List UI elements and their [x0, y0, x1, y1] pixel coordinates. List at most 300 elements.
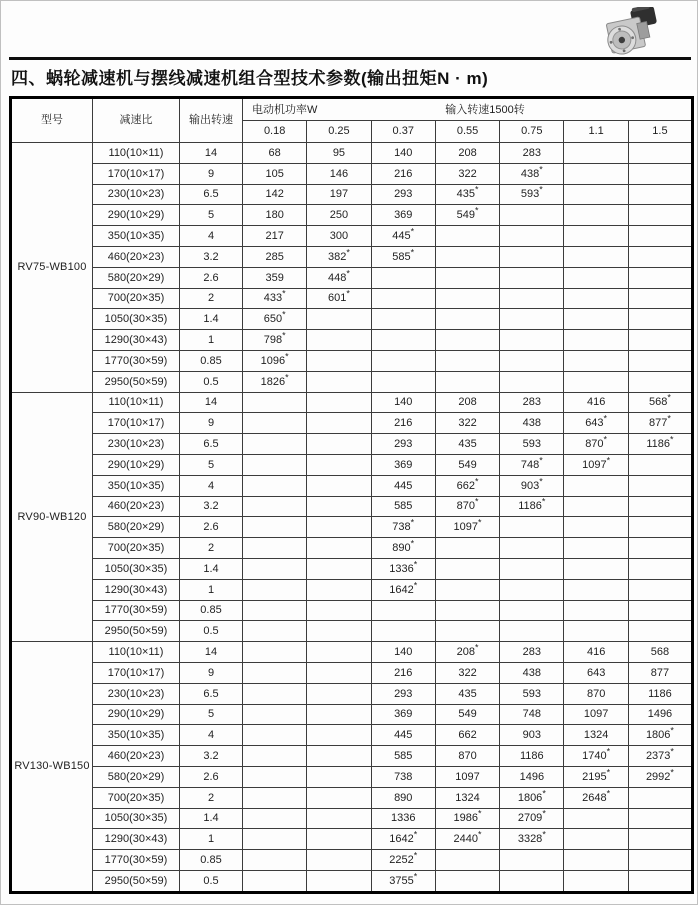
power-col-header: 1.5	[628, 121, 692, 143]
value-cell	[500, 621, 564, 642]
value-cell	[243, 475, 307, 496]
ratio-cell: 2950(50×59)	[93, 870, 180, 892]
ratio-cell: 700(20×35)	[93, 538, 180, 559]
speed-cell: 0.5	[180, 621, 243, 642]
value-cell: 416	[564, 642, 628, 663]
value-cell: 748	[500, 704, 564, 725]
value-cell: 250	[307, 205, 371, 226]
asterisk-marker: *	[606, 767, 611, 778]
value-cell: 903*	[500, 475, 564, 496]
asterisk-marker: *	[413, 579, 418, 590]
value-cell: 140	[371, 392, 435, 413]
table-row	[11, 704, 693, 725]
speed-cell: 2.6	[180, 517, 243, 538]
value-cell	[307, 683, 371, 704]
table-row	[11, 558, 693, 579]
power-col-header: 0.75	[500, 121, 564, 143]
asterisk-marker: *	[478, 808, 482, 819]
value-cell	[628, 143, 692, 164]
value-cell	[307, 371, 371, 392]
value-cell	[500, 309, 564, 330]
asterisk-marker: *	[667, 392, 671, 403]
value-cell: 738*	[371, 517, 435, 538]
speed-cell: 3.2	[180, 746, 243, 767]
value-cell: 2709*	[500, 808, 564, 829]
table-row	[11, 808, 693, 829]
value-cell: 1097*	[435, 517, 499, 538]
value-cell	[564, 267, 628, 288]
value-cell: 662	[435, 725, 499, 746]
value-cell: 445*	[371, 226, 435, 247]
asterisk-marker: *	[413, 559, 418, 570]
value-cell	[564, 184, 628, 205]
title-rule	[9, 57, 691, 60]
value-cell: 585	[371, 496, 435, 517]
power-col-header: 1.1	[564, 121, 628, 143]
value-cell: 438	[500, 413, 564, 434]
value-cell: 283	[500, 392, 564, 413]
asterisk-marker: *	[542, 787, 546, 798]
table-row	[11, 766, 693, 787]
ratio-cell: 290(10×29)	[93, 205, 180, 226]
value-cell	[243, 434, 307, 455]
value-cell: 3755*	[371, 870, 435, 892]
asterisk-marker: *	[474, 205, 479, 216]
table-row	[11, 226, 693, 247]
value-cell	[435, 226, 499, 247]
value-cell	[307, 309, 371, 330]
value-cell	[564, 496, 628, 517]
value-cell	[243, 683, 307, 704]
value-cell	[243, 704, 307, 725]
asterisk-marker: *	[474, 184, 479, 195]
speed-cell: 2	[180, 787, 243, 808]
value-cell: 568	[628, 642, 692, 663]
asterisk-marker: *	[670, 725, 674, 736]
value-cell	[307, 496, 371, 517]
input-speed-label: 输入转速1500转	[445, 103, 525, 116]
speed-cell: 5	[180, 704, 243, 725]
speed-cell: 0.85	[180, 350, 243, 371]
value-cell	[564, 226, 628, 247]
ratio-cell: 230(10×23)	[93, 184, 180, 205]
value-cell	[628, 496, 692, 517]
asterisk-marker: *	[413, 871, 418, 882]
value-cell: 435	[435, 434, 499, 455]
asterisk-marker: *	[474, 496, 479, 507]
asterisk-marker: *	[346, 267, 350, 278]
value-cell	[500, 267, 564, 288]
speed-cell: 1.4	[180, 309, 243, 330]
table-row	[11, 184, 693, 205]
asterisk-marker: *	[603, 413, 608, 424]
ratio-cell: 290(10×29)	[93, 704, 180, 725]
ratio-cell: 580(20×29)	[93, 267, 180, 288]
table-row	[11, 683, 693, 704]
value-cell	[307, 621, 371, 642]
value-cell: 322	[435, 413, 499, 434]
value-cell: 300	[307, 226, 371, 247]
value-cell	[628, 850, 692, 871]
value-cell: 448*	[307, 267, 371, 288]
ratio-cell: 700(20×35)	[93, 288, 180, 309]
value-cell: 369	[371, 454, 435, 475]
table-row	[11, 787, 693, 808]
ratio-cell: 170(10×17)	[93, 662, 180, 683]
value-cell: 549*	[435, 205, 499, 226]
value-cell	[564, 829, 628, 850]
power-col-header: 0.25	[307, 121, 371, 143]
value-cell	[500, 288, 564, 309]
ratio-cell: 460(20×23)	[93, 746, 180, 767]
value-cell: 903	[500, 725, 564, 746]
value-cell: 435	[435, 683, 499, 704]
value-cell	[243, 642, 307, 663]
speed-cell: 4	[180, 226, 243, 247]
asterisk-marker: *	[282, 288, 286, 299]
value-cell	[500, 850, 564, 871]
value-cell	[307, 330, 371, 351]
table-row	[11, 288, 693, 309]
value-cell	[435, 538, 499, 559]
table-row	[11, 600, 693, 621]
value-cell: 293	[371, 184, 435, 205]
asterisk-marker: *	[346, 288, 350, 299]
asterisk-marker: *	[410, 517, 415, 528]
value-cell	[435, 267, 499, 288]
value-cell	[307, 829, 371, 850]
value-cell: 445	[371, 475, 435, 496]
value-cell	[307, 392, 371, 413]
ratio-header: 减速比	[93, 98, 180, 143]
ratio-cell: 110(10×11)	[93, 642, 180, 663]
table-row	[11, 350, 693, 371]
ratio-cell: 1290(30×43)	[93, 829, 180, 850]
ratio-cell: 230(10×23)	[93, 434, 180, 455]
model-cell: RV130-WB150	[11, 642, 93, 893]
table-row	[11, 392, 693, 413]
value-cell	[628, 579, 692, 600]
value-cell	[371, 371, 435, 392]
value-cell	[500, 558, 564, 579]
value-cell	[307, 434, 371, 455]
ratio-cell: 170(10×17)	[93, 163, 180, 184]
table-row	[11, 829, 693, 850]
value-cell	[628, 870, 692, 892]
value-cell: 748*	[500, 454, 564, 475]
speed-cell: 1	[180, 330, 243, 351]
value-cell	[500, 538, 564, 559]
value-cell: 435*	[435, 184, 499, 205]
ratio-cell: 1290(30×43)	[93, 579, 180, 600]
parameters-table	[9, 96, 694, 894]
table-row	[11, 434, 693, 455]
value-cell: 650*	[243, 309, 307, 330]
value-cell	[628, 330, 692, 351]
table-row	[11, 309, 693, 330]
value-cell: 3328*	[500, 829, 564, 850]
gearbox-photo-icon	[591, 7, 669, 59]
value-cell: 549	[435, 454, 499, 475]
table-body	[11, 143, 693, 893]
speed-cell: 14	[180, 642, 243, 663]
value-cell: 142	[243, 184, 307, 205]
value-cell	[307, 808, 371, 829]
value-cell: 585	[371, 746, 435, 767]
value-cell: 1186*	[500, 496, 564, 517]
table-row	[11, 662, 693, 683]
value-cell	[564, 808, 628, 829]
table-row	[11, 246, 693, 267]
asterisk-marker: *	[474, 475, 479, 486]
speed-cell: 0.5	[180, 371, 243, 392]
value-cell: 1642*	[371, 829, 435, 850]
value-cell	[628, 808, 692, 829]
value-cell	[628, 475, 692, 496]
ratio-cell: 2950(50×59)	[93, 371, 180, 392]
value-cell: 322	[435, 662, 499, 683]
value-cell: 1186*	[628, 434, 692, 455]
table-row	[11, 163, 693, 184]
value-cell: 643	[564, 662, 628, 683]
table-row	[11, 579, 693, 600]
asterisk-marker: *	[282, 330, 286, 341]
table-row	[11, 538, 693, 559]
value-cell	[564, 288, 628, 309]
value-cell	[628, 246, 692, 267]
value-cell	[500, 330, 564, 351]
value-cell: 1642*	[371, 579, 435, 600]
value-cell	[435, 309, 499, 330]
ratio-cell: 2950(50×59)	[93, 621, 180, 642]
speed-cell: 4	[180, 475, 243, 496]
value-cell: 593	[500, 683, 564, 704]
ratio-cell: 1770(30×59)	[93, 600, 180, 621]
asterisk-marker: *	[539, 455, 543, 466]
value-cell: 140	[371, 642, 435, 663]
value-cell	[628, 288, 692, 309]
value-cell	[243, 600, 307, 621]
value-cell: 1740*	[564, 746, 628, 767]
value-cell	[564, 163, 628, 184]
speed-cell: 0.85	[180, 600, 243, 621]
asterisk-marker: *	[670, 746, 674, 757]
asterisk-marker: *	[413, 829, 418, 840]
ratio-cell: 290(10×29)	[93, 454, 180, 475]
value-cell: 140	[371, 143, 435, 164]
asterisk-marker: *	[539, 475, 543, 486]
value-cell: 369	[371, 704, 435, 725]
value-cell	[564, 205, 628, 226]
value-cell	[435, 350, 499, 371]
asterisk-marker: *	[346, 247, 350, 258]
value-cell	[628, 371, 692, 392]
value-cell: 293	[371, 434, 435, 455]
speed-cell: 1	[180, 579, 243, 600]
value-cell	[243, 808, 307, 829]
value-cell: 798*	[243, 330, 307, 351]
value-cell	[435, 600, 499, 621]
value-cell	[564, 579, 628, 600]
speed-cell: 2.6	[180, 267, 243, 288]
value-cell	[564, 538, 628, 559]
value-cell: 1806*	[628, 725, 692, 746]
ratio-cell: 350(10×35)	[93, 725, 180, 746]
value-cell	[307, 725, 371, 746]
value-cell: 68	[243, 143, 307, 164]
speed-cell: 6.5	[180, 683, 243, 704]
speed-cell: 9	[180, 662, 243, 683]
value-cell	[243, 766, 307, 787]
value-cell: 1324	[435, 787, 499, 808]
asterisk-marker: *	[542, 829, 546, 840]
value-cell	[371, 288, 435, 309]
table-header	[11, 98, 693, 143]
value-cell	[500, 205, 564, 226]
asterisk-marker: *	[282, 309, 286, 320]
speed-cell: 4	[180, 725, 243, 746]
value-cell	[243, 829, 307, 850]
value-cell: 445	[371, 725, 435, 746]
value-cell	[307, 454, 371, 475]
ratio-cell: 580(20×29)	[93, 766, 180, 787]
value-cell: 738	[371, 766, 435, 787]
value-cell	[307, 517, 371, 538]
value-cell	[435, 371, 499, 392]
asterisk-marker: *	[606, 787, 611, 798]
value-cell: 890*	[371, 538, 435, 559]
value-cell: 382*	[307, 246, 371, 267]
value-cell	[628, 226, 692, 247]
value-cell	[564, 850, 628, 871]
value-cell: 568*	[628, 392, 692, 413]
value-cell: 369	[371, 205, 435, 226]
speed-cell: 14	[180, 392, 243, 413]
value-cell: 433*	[243, 288, 307, 309]
asterisk-marker: *	[478, 829, 482, 840]
value-cell	[435, 850, 499, 871]
speed-cell: 1.4	[180, 808, 243, 829]
value-cell: 1496	[500, 766, 564, 787]
table-row	[11, 330, 693, 351]
value-cell	[500, 517, 564, 538]
asterisk-marker: *	[410, 247, 415, 258]
value-cell	[307, 413, 371, 434]
table-row	[11, 496, 693, 517]
value-cell	[243, 517, 307, 538]
power-col-header: 0.55	[435, 121, 499, 143]
speed-cell: 0.5	[180, 870, 243, 892]
value-cell	[371, 267, 435, 288]
value-cell	[564, 517, 628, 538]
speed-cell: 6.5	[180, 184, 243, 205]
value-cell	[628, 558, 692, 579]
value-cell	[564, 621, 628, 642]
value-cell	[628, 267, 692, 288]
ratio-cell: 230(10×23)	[93, 683, 180, 704]
value-cell: 1324	[564, 725, 628, 746]
table-row	[11, 205, 693, 226]
value-cell: 870	[564, 683, 628, 704]
value-cell: 285	[243, 246, 307, 267]
value-cell	[564, 350, 628, 371]
value-cell	[564, 870, 628, 892]
value-cell: 870*	[435, 496, 499, 517]
speed-cell: 3.2	[180, 496, 243, 517]
ratio-cell: 1050(30×35)	[93, 309, 180, 330]
ratio-cell: 1770(30×59)	[93, 850, 180, 871]
value-cell	[243, 725, 307, 746]
asterisk-marker: *	[539, 163, 543, 174]
value-cell: 416	[564, 392, 628, 413]
value-cell: 1186	[628, 683, 692, 704]
value-cell: 585*	[371, 246, 435, 267]
ratio-cell: 580(20×29)	[93, 517, 180, 538]
speed-cell: 6.5	[180, 434, 243, 455]
value-cell: 95	[307, 143, 371, 164]
ratio-cell: 1290(30×43)	[93, 330, 180, 351]
value-cell	[307, 475, 371, 496]
value-cell	[371, 600, 435, 621]
value-cell	[500, 350, 564, 371]
value-cell: 1097	[564, 704, 628, 725]
value-cell: 593	[500, 434, 564, 455]
value-cell	[500, 226, 564, 247]
value-cell	[243, 850, 307, 871]
value-cell	[500, 371, 564, 392]
value-cell	[628, 184, 692, 205]
value-cell: 1806*	[500, 787, 564, 808]
value-cell	[435, 621, 499, 642]
value-cell	[371, 309, 435, 330]
value-cell	[243, 787, 307, 808]
value-cell	[243, 496, 307, 517]
value-cell	[307, 558, 371, 579]
value-cell	[307, 850, 371, 871]
value-cell: 217	[243, 226, 307, 247]
value-cell	[243, 579, 307, 600]
output-speed-header: 输出转速	[180, 98, 243, 143]
gearbox-photo	[591, 7, 669, 59]
value-cell: 180	[243, 205, 307, 226]
value-cell	[307, 704, 371, 725]
value-cell	[564, 309, 628, 330]
value-cell	[564, 246, 628, 267]
value-cell	[435, 558, 499, 579]
asterisk-marker: *	[667, 413, 671, 424]
ratio-cell: 110(10×11)	[93, 392, 180, 413]
value-cell	[371, 621, 435, 642]
value-cell: 2373*	[628, 746, 692, 767]
value-cell	[307, 579, 371, 600]
value-cell: 877	[628, 662, 692, 683]
value-cell: 601*	[307, 288, 371, 309]
value-cell: 870	[435, 746, 499, 767]
value-cell: 877*	[628, 413, 692, 434]
value-cell	[243, 454, 307, 475]
value-cell: 2992*	[628, 766, 692, 787]
value-cell	[628, 621, 692, 642]
table-row	[11, 143, 693, 164]
value-cell	[500, 246, 564, 267]
value-cell	[435, 330, 499, 351]
value-cell: 197	[307, 184, 371, 205]
value-cell	[500, 870, 564, 892]
value-cell	[628, 309, 692, 330]
value-cell: 1336	[371, 808, 435, 829]
ratio-cell: 350(10×35)	[93, 475, 180, 496]
value-cell	[307, 642, 371, 663]
